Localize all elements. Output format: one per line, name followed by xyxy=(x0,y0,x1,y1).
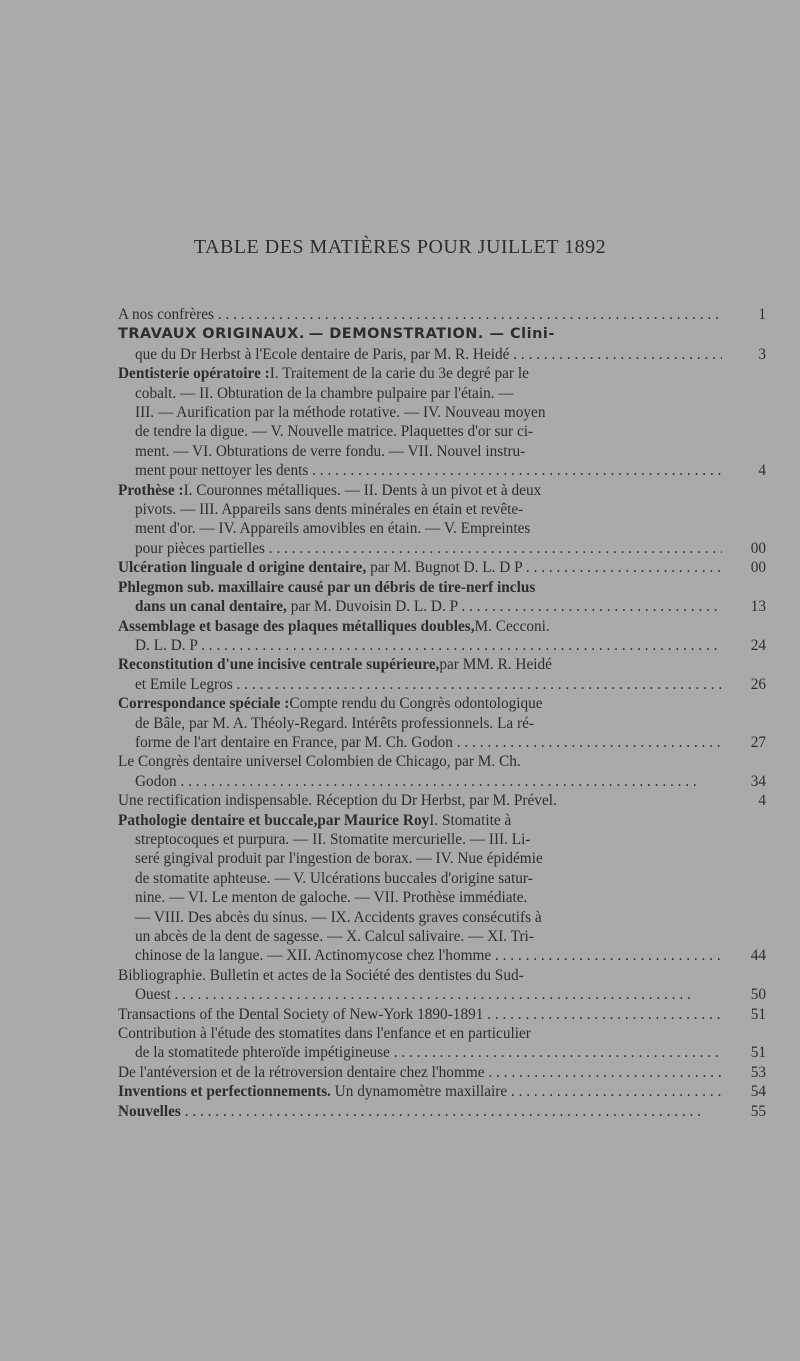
toc-entry xyxy=(118,1102,766,1121)
entry-text: I. Traitement de la carie du 3e degré par le xyxy=(269,365,529,383)
entry-text: — DEMONSTRATION. — Clini- xyxy=(308,326,555,343)
entry-text: Ouest . . . xyxy=(135,985,722,1004)
entry-text: Le Congrès dentaire universel Colombien de Chicago, par M. Ch. xyxy=(118,753,521,771)
entry-text: par M. Duvoisin D. L. D. P xyxy=(286,598,458,616)
toc-entry xyxy=(118,481,766,559)
toc-entry xyxy=(118,1024,766,1063)
page-number: 51 xyxy=(750,1005,766,1023)
entry-text: par MM. R. Heidé xyxy=(439,656,552,674)
page-number: 54 xyxy=(750,1083,766,1101)
page-number: 00 xyxy=(750,539,766,557)
toc-entry xyxy=(118,655,766,694)
toc-entry xyxy=(118,752,766,791)
entry-text: A nos confrères . . . xyxy=(118,305,722,324)
entry-text: ment pour nettoyer les dents . . . xyxy=(135,461,722,480)
section-heading: Ulcération linguale d origine dentaire, xyxy=(118,559,367,577)
entry-text: Un dynamomètre maxillaire xyxy=(330,1083,508,1101)
entry-text: forme de l'art dentaire en France, par M. Ch. Godon . . . xyxy=(135,733,722,752)
toc-entry xyxy=(118,364,766,480)
page-number: 24 xyxy=(750,636,766,654)
section-heading: Inventions et perfectionnements. xyxy=(118,1083,331,1101)
entry-text: Compte rendu du Congrès odontologique xyxy=(289,695,543,713)
page-number: 55 xyxy=(750,1102,766,1120)
toc-entry xyxy=(118,1082,766,1101)
section-heading: Prothèse : xyxy=(118,481,184,499)
entry-text: nine. — VI. Le menton de galoche. — VII. Prothèse immédiate. xyxy=(135,889,528,907)
table-of-contents xyxy=(118,305,766,1121)
entry-text: Transactions of the Dental Society of New-York 1890-1891 . . . xyxy=(118,1005,722,1024)
page-number: 44 xyxy=(750,947,766,965)
toc-entry xyxy=(118,558,766,577)
entry-text: et Emile Legros . . . xyxy=(135,675,722,694)
entry-text: streptocoques et purpura. — II. Stomatite mercurielle. — III. Li- xyxy=(135,830,531,848)
entry-text: de tendre la digue. — V. Nouvelle matrice. Plaquettes d'or sur ci- xyxy=(135,423,534,441)
page-number: 50 xyxy=(750,986,766,1004)
entry-text: Godon . . . xyxy=(135,772,722,791)
toc-entry xyxy=(118,791,766,810)
entry-text: D. L. D. P . . . xyxy=(135,636,722,655)
toc-entry xyxy=(118,811,766,966)
section-heading: Nouvelles xyxy=(118,1102,181,1120)
entry-text: de stomatite aphteuse. — V. Ulcérations buccales d'origine satur- xyxy=(135,869,533,887)
entry-text: Contribution à l'étude des stomatites dans l'enfance et en particulier xyxy=(118,1025,531,1043)
page-number: 00 xyxy=(750,559,766,577)
page-number: 53 xyxy=(750,1063,766,1081)
entry-text: cobalt. — II. Obturation de la chambre pulpaire par l'étain. — xyxy=(135,384,514,402)
toc-entry xyxy=(118,966,766,1005)
entry-text: dans un canal dentaire, xyxy=(135,598,287,616)
section-heading: TRAVAUX ORIGINAUX. xyxy=(118,326,305,343)
entry-text: de la stomatitede phteroïde impétigineuse . . . xyxy=(135,1043,722,1062)
entry-text: III. — Aurification par la méthode rotative. — IV. Nouveau moyen xyxy=(135,404,546,422)
entry-text: seré gingival produit par l'ingestion de borax. — IV. Nue épidémie xyxy=(135,850,543,868)
entry-text: ment. — VI. Obturations de verre fondu. — VII. Nouvel instru- xyxy=(135,442,526,460)
toc-entry xyxy=(118,694,766,752)
entry-text: par M. Bugnot D. L. D P xyxy=(366,559,523,577)
toc-entry xyxy=(118,578,766,617)
page-number: 27 xyxy=(750,733,766,751)
section-heading: Correspondance spéciale : xyxy=(118,695,290,713)
entry-text: De l'antéversion et de la rétroversion dentaire chez l'homme . . . xyxy=(118,1063,722,1082)
entry-text: un abcès de la dent de sagesse. — X. Calcul salivaire. — XI. Tri- xyxy=(135,928,534,945)
entry-text: Bibliographie. Bulletin et actes de la Société des dentistes du Sud- xyxy=(118,966,524,984)
page-number: 4 xyxy=(758,792,766,810)
entry-text: chinose de la langue. — XII. Actinomycose chez l'homme . . . xyxy=(135,946,722,965)
page-number: 3 xyxy=(758,345,766,363)
entry-text: ment d'or. — IV. Appareils amovibles en étain. — V. Empreintes xyxy=(135,520,531,538)
toc-entry xyxy=(118,1063,766,1082)
page-number: 1 xyxy=(758,306,766,323)
entry-text: de Bâle, par M. A. Théoly-Regard. Intérêts professionnels. La ré- xyxy=(135,714,535,732)
toc-entry xyxy=(118,305,766,324)
entry-text: — VIII. Des abcès du sinus. — IX. Accidents graves consécutifs à xyxy=(135,908,542,926)
page-number: 26 xyxy=(750,675,766,693)
section-heading: Phlegmon sub. maxillaire causé par un débris de tire-nerf inclus xyxy=(118,578,536,596)
entry-text: pour pièces partielles . . . xyxy=(135,539,722,558)
entry-text: que du Dr Herbst à l'Ecole dentaire de Paris, par M. R. Heidé . . . xyxy=(135,345,722,364)
entry-text: I. Stomatite à xyxy=(429,811,512,829)
toc-entry xyxy=(118,1005,766,1024)
entry-text: pivots. — III. Appareils sans dents minérales en étain et revête- xyxy=(135,501,524,519)
entry-text: Une rectification indispensable. Réception du Dr Herbst, par M. Prével. xyxy=(118,792,557,810)
section-heading: Reconstitution d'une incisive centrale supérieure, xyxy=(118,656,440,674)
page-number: 13 xyxy=(750,598,766,616)
page-title: TABLE DES MATIÈRES POUR JUILLET 1892 xyxy=(193,236,607,258)
entry-text: M. Cecconi. xyxy=(474,617,550,635)
page-number: 4 xyxy=(758,462,766,480)
section-heading: Pathologie dentaire et buccale, xyxy=(118,811,318,829)
toc-entry xyxy=(118,324,766,364)
entry-text: I. Couronnes métalliques. — II. Dents à un pivot et à deux xyxy=(183,481,542,499)
entry-author: par Maurice Roy xyxy=(317,811,430,829)
section-heading: Dentisterie opératoire : xyxy=(118,365,270,383)
page-number: 51 xyxy=(750,1044,766,1062)
section-heading: Assemblage et basage des plaques métalliques doubles, xyxy=(118,617,475,635)
page-number: 34 xyxy=(750,772,766,790)
toc-entry xyxy=(118,617,766,656)
